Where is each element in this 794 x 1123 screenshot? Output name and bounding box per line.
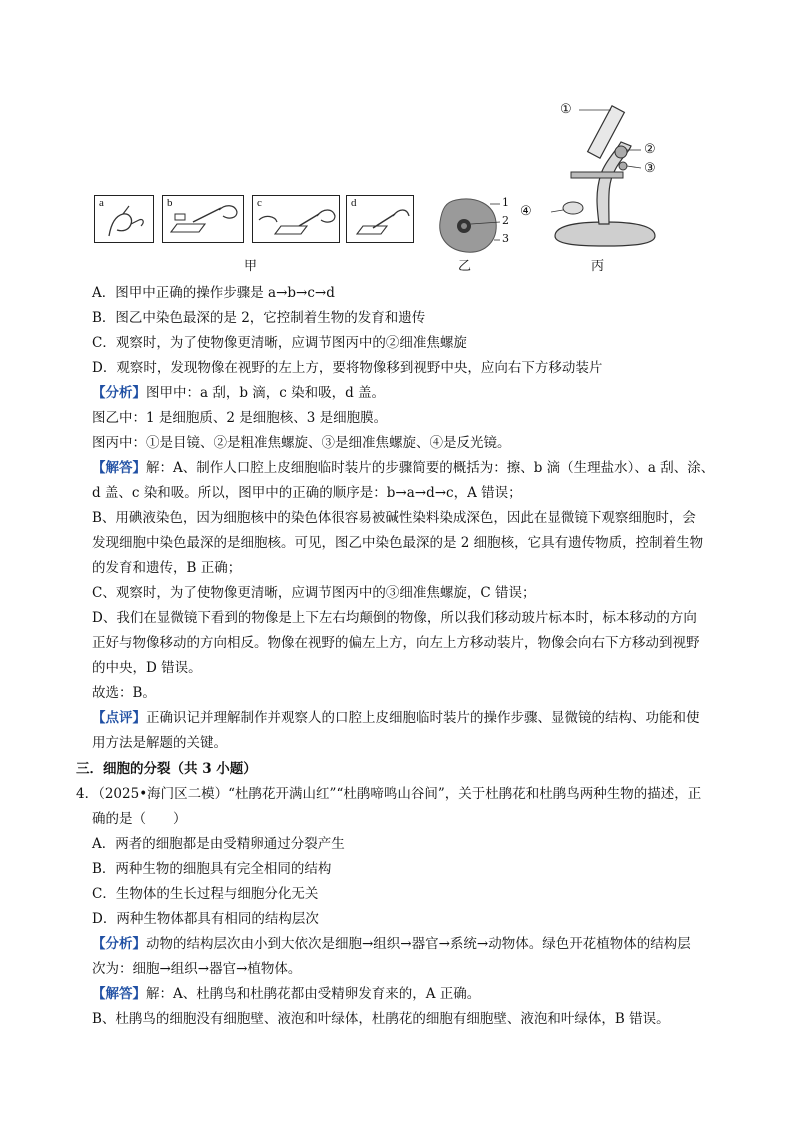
- q4-analysis-line-1: [92, 935, 691, 953]
- panel-label-a: a: [99, 197, 104, 209]
- panel-d: [346, 195, 414, 243]
- answer-text: 解：A、制作人口腔上皮细胞临时装片的步骤简要的概括为：擦、b 滴（生理盐水）、a 刮、涂、: [146, 460, 715, 476]
- yi-label-2: 2: [502, 214, 509, 227]
- comment-tag: 【点评】: [92, 710, 146, 726]
- q3-analysis-line-3: 图丙中：①是目镜、②是粗准焦螺旋、③是细准焦螺旋、④是反光镜。: [92, 435, 511, 451]
- panel-b: [162, 195, 244, 243]
- bing-label-3: ③: [644, 161, 656, 176]
- q3-answer-line-4: 发现细胞中染色最深的是细胞核。可见，图乙中染色最深的是 2 细胞核，它具有遗传物质，控制着生物: [92, 535, 704, 551]
- figure-jia: [94, 195, 444, 245]
- analysis-text: 图甲中：a 刮，b 滴，c 染和吸，d 盖。: [146, 385, 386, 401]
- bing-label-4: ④: [520, 204, 532, 219]
- analysis-tag: 【分析】: [92, 936, 146, 952]
- panel-label-b: b: [167, 197, 173, 209]
- q3-option-c: C．观察时，为了使物像更清晰，应调节图丙中的②细准焦螺旋: [92, 335, 467, 351]
- q4-answer-line-1: [92, 985, 480, 1003]
- panel-label-d: d: [351, 197, 357, 209]
- q3-answer-line-8: 正好与物像移动的方向相反。物像在视野的偏左上方，向左上方移动装片，物像会向右下方移动到视野: [92, 635, 700, 651]
- q4-answer-line-2: B、杜鹃鸟的细胞没有细胞壁、液泡和叶绿体，杜鹃花的细胞有细胞壁、液泡和叶绿体，B 错误。: [92, 1011, 670, 1027]
- q3-answer-line-5: 的发育和遗传，B 正确；: [92, 560, 242, 576]
- q3-option-d: D．观察时，发现物像在视野的左上方，要将物像移到视野中央，应向右下方移动装片: [92, 360, 603, 376]
- q3-answer-line-2: d 盖、c 染和吸。所以，图甲中的正确的顺序是：b→a→d→c，A 错误；: [92, 485, 522, 501]
- q4-stem-line-2: 确的是（ ）: [92, 811, 187, 827]
- q3-analysis-line-1: [92, 384, 385, 402]
- q3-comment-line-2: 用方法是解题的关键。: [92, 735, 227, 751]
- yi-label-1: 1: [502, 196, 509, 209]
- caption-bing: 丙: [591, 259, 605, 274]
- staining-icon: [253, 196, 339, 242]
- q3-analysis-line-2: 图乙中：1 是细胞质、2 是细胞核、3 是细胞膜。: [92, 410, 388, 426]
- yi-label-3: 3: [502, 232, 509, 245]
- caption-jia: 甲: [244, 259, 258, 274]
- q4-option-c: C．生物体的生长过程与细胞分化无关: [92, 886, 319, 902]
- coverslip-icon: [347, 196, 413, 242]
- caption-yi: 乙: [458, 259, 472, 274]
- q3-option-a: A．图甲中正确的操作步骤是 a→b→c→d: [92, 285, 335, 301]
- q4-option-b: B．两种生物的细胞具有完全相同的结构: [92, 861, 332, 877]
- q3-answer-line-1: [92, 459, 714, 477]
- q4-analysis-line-2: 次为：细胞→组织→器官→植物体。: [92, 961, 302, 977]
- q4-option-d: D．两种生物体都具有相同的结构层次: [92, 911, 319, 927]
- section-title: 三．细胞的分裂（共 3 小题）: [76, 761, 257, 777]
- analysis-tag: 【分析】: [92, 385, 146, 401]
- panel-label-c: c: [257, 197, 262, 209]
- answer-tag: 【解答】: [92, 986, 146, 1002]
- q4-stem-line-1: 4．（2025•海门区二模）“杜鹃花开满山红”“杜鹃啼鸣山谷间”，关于杜鹃花和杜鹃鸟两种生物的描述，正: [76, 786, 702, 802]
- q3-option-b: B．图乙中染色最深的是 2，它控制着生物的发育和遗传: [92, 310, 426, 326]
- answer-text: 解：A、杜鹃鸟和杜鹃花都由受精卵发育来的，A 正确。: [146, 986, 481, 1002]
- dropper-slide-icon: [163, 196, 243, 242]
- answer-tag: 【解答】: [92, 460, 146, 476]
- panel-a: [94, 195, 154, 243]
- q3-answer-line-7: D、我们在显微镜下看到的物像是上下左右均颠倒的物像，所以我们移动玻片标本时，标本移动的方向: [92, 610, 697, 626]
- q3-answer-line-6: C、观察时，为了使物像更清晰，应调节图丙中的③细准焦螺旋，C 错误；: [92, 585, 536, 601]
- comment-text: 正确识记并理解制作并观察人的口腔上皮细胞临时装片的操作步骤、显微镜的结构、功能和使: [146, 710, 700, 726]
- q4-option-a: A．两者的细胞都是由受精卵通过分裂产生: [92, 836, 345, 852]
- q3-choice: 故选：B。: [92, 685, 156, 701]
- hand-scraping-icon: [95, 196, 153, 242]
- q3-comment-line-1: [92, 709, 700, 727]
- analysis-text: 动物的结构层次由小到大依次是细胞→组织→器官→系统→动物体。绿色开花植物体的结构层: [146, 936, 691, 952]
- bing-label-2: ②: [644, 142, 656, 157]
- bing-label-1: ①: [560, 102, 572, 117]
- q3-answer-line-9: 的中央，D 错误。: [92, 660, 202, 676]
- panel-c: [252, 195, 340, 243]
- q3-answer-line-3: B、用碘液染色，因为细胞核中的染色体很容易被碱性染料染成深色，因此在显微镜下观察细胞时，会: [92, 510, 696, 526]
